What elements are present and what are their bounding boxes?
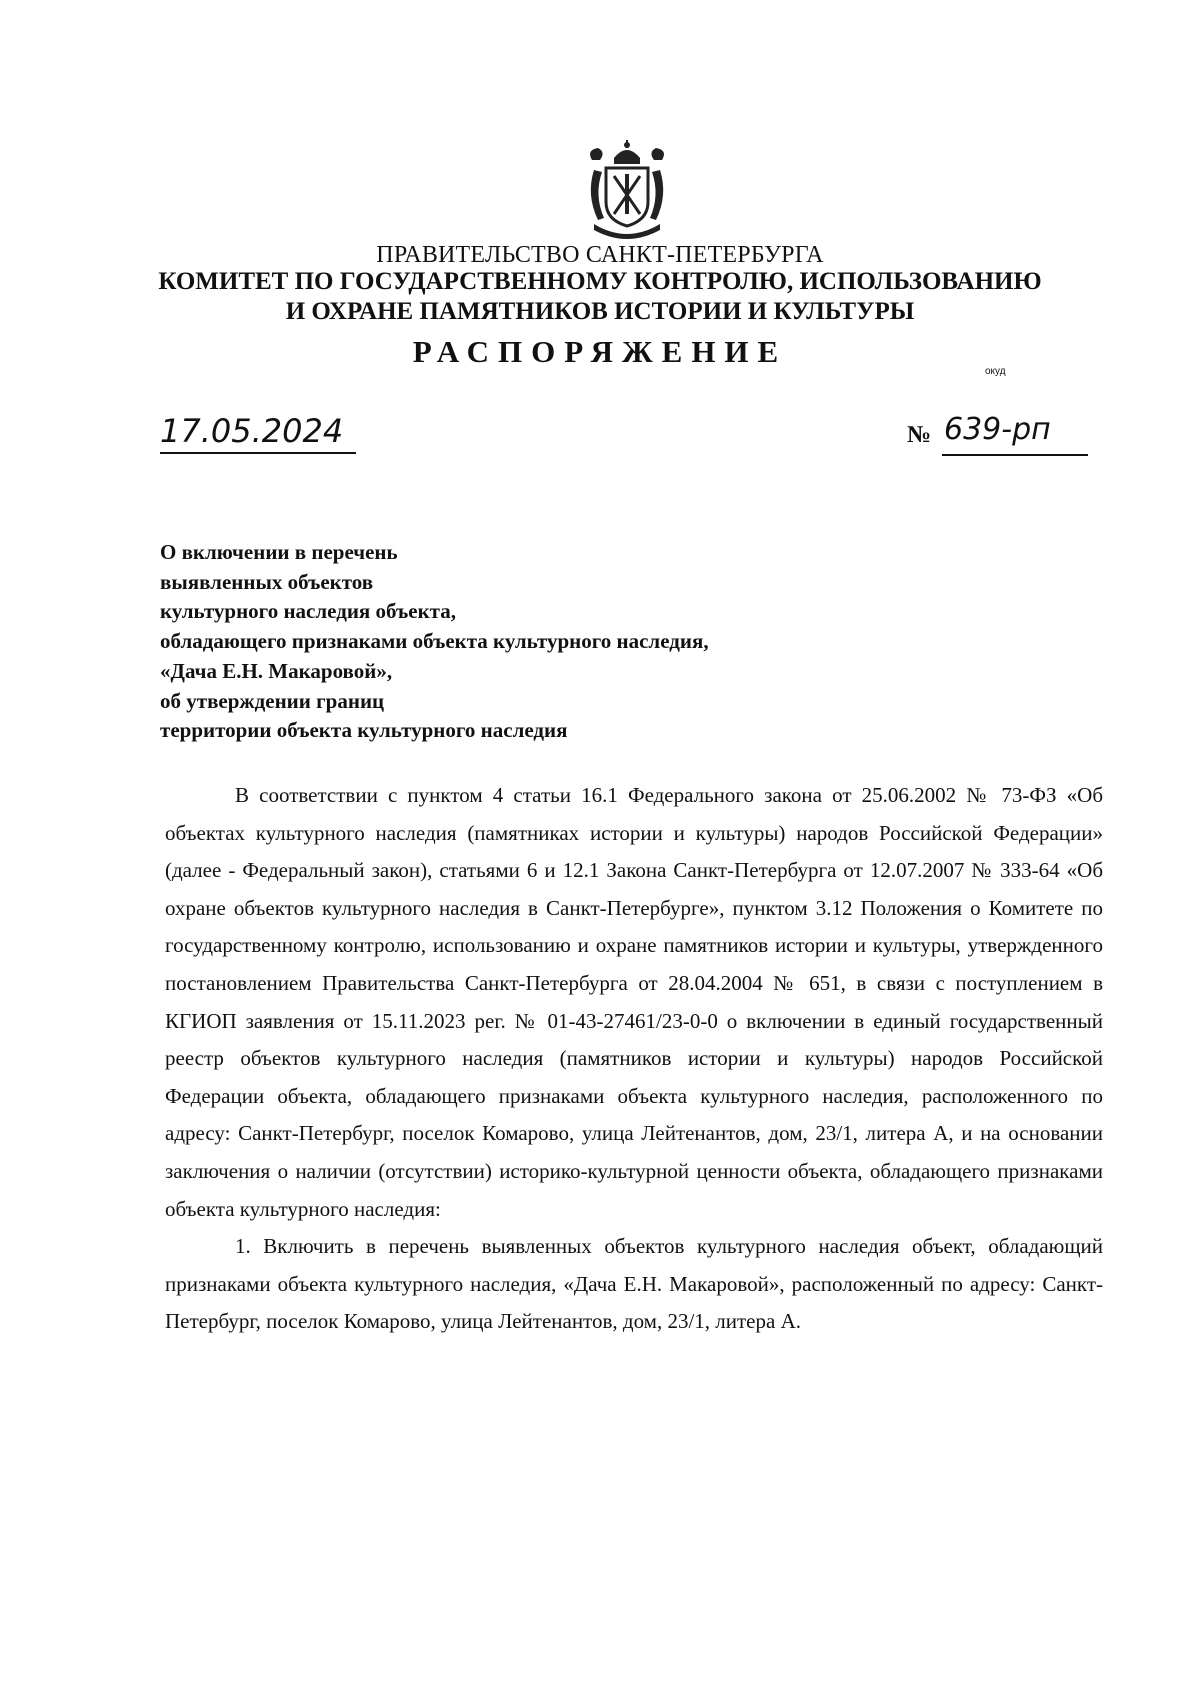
committee-name-line2: И ОХРАНЕ ПАМЯТНИКОВ ИСТОРИИ И КУЛЬТУРЫ (285, 298, 915, 325)
government-name: ПРАВИТЕЛЬСТВО САНКТ-ПЕТЕРБУРГА (376, 242, 824, 268)
committee-name-line1: КОМИТЕТ ПО ГОСУДАРСТВЕННОМУ КОНТРОЛЮ, ИСПОЛЬЗОВАНИЮ (158, 268, 1042, 295)
number-sign: № (907, 422, 932, 448)
subject-line: культурного наследия объекта, (160, 599, 456, 624)
subject-line: «Дача Е.Н. Макаровой», (160, 658, 393, 683)
subject-line: О включении в перечень (160, 540, 398, 564)
document-type-title: РАСПОРЯЖЕНИЕ (412, 334, 788, 369)
subject-line: территории объекта культурного наследия (160, 718, 568, 743)
body-paragraph-preamble: В соответствии с пунктом 4 статьи 16.1 Федерального закона от 25.06.2002 № 73-ФЗ «Об объектах культурного наследия (памятниках истории и культуры) народов Российской Федерации» (далее - Федеральный закон), статьями 6 и 12.1 Закона Санкт-Петербурга от 12.07.2007 № 333-64 «Об охране объектов культурного наследия в Санкт-Петербурге», пунктом 3.12 Положения о Комитете по государственному контролю, использованию и охране памятников истории и культуры, утвержденного постановлением Правительства Санкт-Петербурга от 28.04.2004 № 651, в связи с поступлением в КГИОП заявления от 15.11.2023 рег. № 01-43-27461/23-0-0 о включении в единый государственный реестр объектов культурного наследия (памятников истории и культуры) народов Российской Федерации объекта, обладающего признаками объекта культурного наследия, расположенного по адресу: Санкт-Петербург, поселок Комарово, улица Лейтенантов, дом, 23/1, литера А, и на основании заключения о наличии (отсутствии) историко-культурной ценности объекта, обладающего признаками объекта культурного наследия: (165, 783, 1103, 1221)
subject-line: об утверждении границ (160, 688, 385, 713)
body-paragraph-item-1: 1. Включить в перечень выявленных объектов культурного наследия объект, обладающий признаками объекта культурного наследия, «Дача Е.Н. Макаровой», расположенный по адресу: Санкт-Петербург, поселок Комарово, улица Лейтенантов, дом, 23/1, литера А. (165, 1234, 1103, 1334)
document-subject (160, 538, 709, 746)
subject-line: обладающего признаками объекта культурного наследия, (160, 629, 709, 654)
okud-label: окуд (985, 366, 1006, 377)
document-date: 17.05.2024 (160, 412, 344, 450)
number-underline (942, 454, 1088, 456)
coat-of-arms-icon (584, 140, 670, 240)
subject-line: выявленных объектов (160, 569, 374, 594)
date-underline (160, 452, 356, 454)
document-number: 639-рп (944, 412, 1051, 447)
document-body (165, 777, 1103, 1341)
